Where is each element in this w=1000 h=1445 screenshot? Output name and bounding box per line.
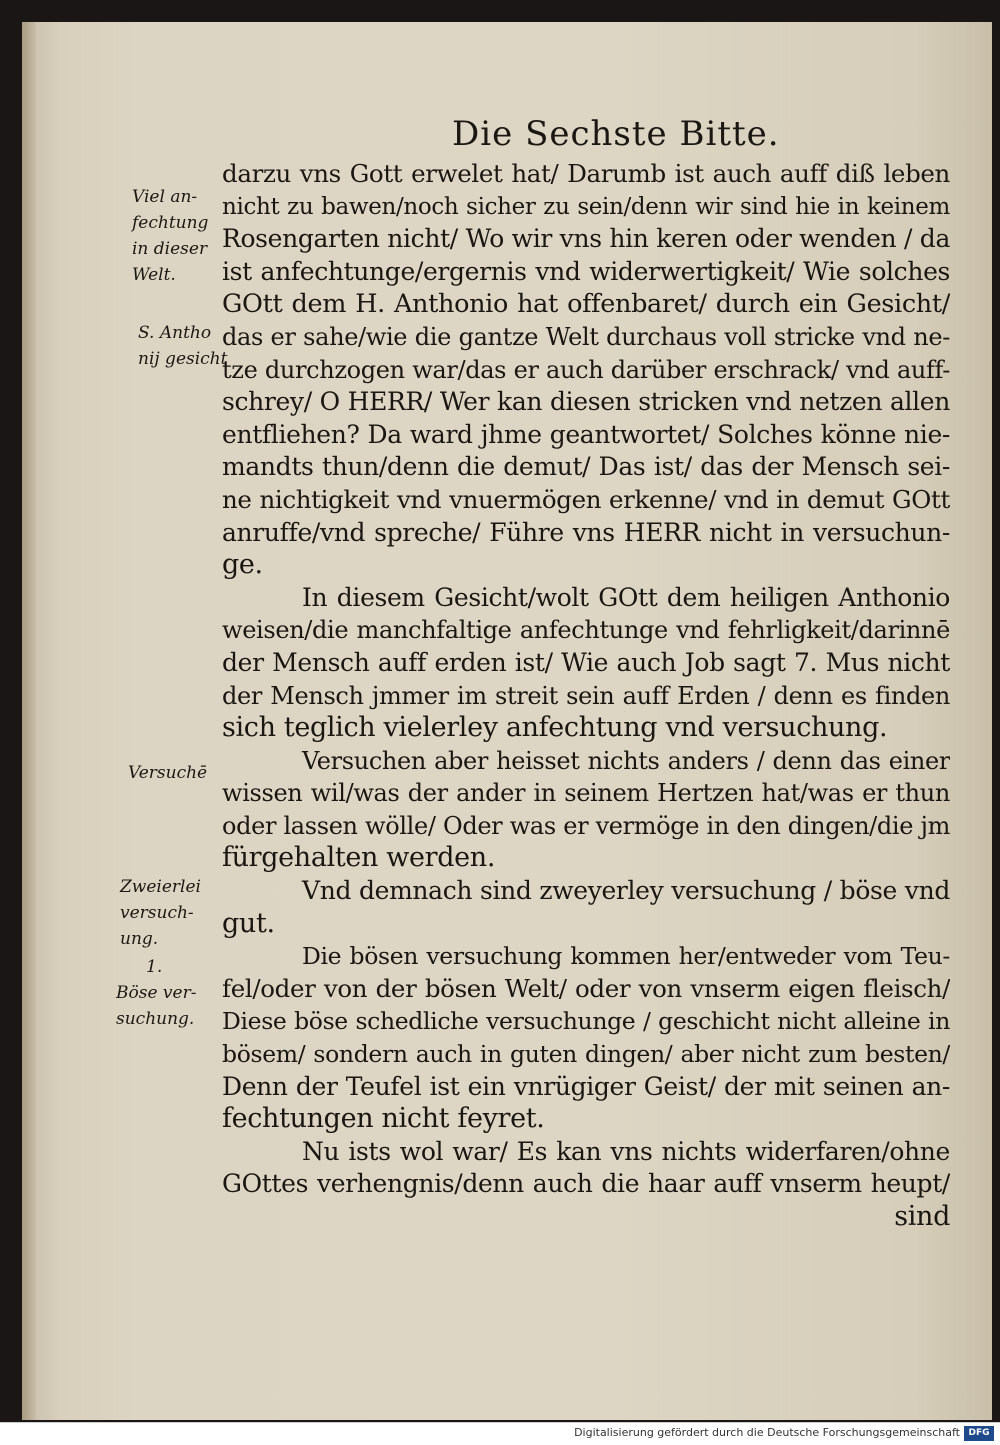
text-line: der Mensch jmmer im streit sein auff Erden / denn es finden: [222, 681, 950, 710]
text-line: oder lassen wölle/ Oder was er vermöge in den dingen/die jm: [222, 811, 950, 840]
text-line: sich teglich vielerley anfechtung vnd versuchung.: [222, 712, 888, 744]
text-line: ist anfechtunge/ergernis vnd widerwertigkeit/ Wie solches: [222, 256, 950, 286]
text-line: GOtt dem H. Anthonio hat offenbaret/ durch ein Gesicht/: [222, 289, 950, 320]
text-line: mandts thun/denn die demut/ Das ist/ das der Mensch sei-: [222, 452, 950, 482]
text-line: fürgehalten werden.: [222, 842, 496, 874]
text-line: tze durchzogen war/das er auch darüber erschrack/ vnd auff-: [222, 355, 950, 384]
text-line: Diese böse schedliche versuchunge / geschicht nicht alleine in: [222, 1007, 950, 1036]
text-line: ne nichtigkeit vnd vnuermögen erkenne/ vnd in demut GOtt: [222, 484, 950, 514]
text-line: darzu vns Gott erwelet hat/ Darumb ist auch auff diß leben: [222, 159, 950, 188]
text-line: bösem/ sondern auch in guten dingen/ aber nicht zum besten/: [222, 1040, 950, 1069]
footer-credit: Digitalisierung gefördert durch die Deutsche Forschungsgemeinschaft: [574, 1426, 960, 1439]
text-line: schrey/ O HERR/ Wer kan diesen stricken vnd netzen allen: [222, 387, 950, 417]
footer-bar: [0, 1422, 1000, 1445]
body-text: [222, 158, 950, 1234]
text-line: ge.: [222, 549, 263, 581]
text-line: der Mensch auff erden ist/ Wie auch Job sagt 7. Mus nicht: [222, 647, 950, 677]
text-line: Die bösen versuchung kommen her/entweder vom Teu-: [302, 942, 950, 971]
book-page: [22, 22, 992, 1420]
dfg-logo-icon: DFG: [964, 1426, 994, 1441]
catchword: sind: [894, 1201, 950, 1232]
margin-note-viel-anfechtung: Viel an- fechtung in dieser Welt.: [132, 187, 209, 285]
text-line: weisen/die manchfaltige anfechtunge vnd fehrligkeit/darinnē: [222, 616, 950, 645]
margin-note-zweierlei: Zweierlei versuch- ung.: [120, 877, 201, 949]
text-line: Versuchen aber heisset nichts anders / denn das einer: [302, 746, 950, 775]
text-line: GOttes verhengnis/denn auch die haar auff vnserm heupt/: [222, 1169, 950, 1199]
text-line: das er sahe/wie die gantze Welt durchaus voll stricke vnd ne-: [222, 322, 950, 351]
text-line: In diesem Gesicht/wolt GOtt dem heiligen Anthonio: [302, 582, 950, 612]
page-gutter-shadow: [22, 22, 36, 1420]
text-line: entfliehen? Da ward jhme geantwortet/ Solches könne nie-: [222, 419, 950, 449]
text-line: anruffe/vnd spreche/ Führe vns HERR nicht in versuchun-: [222, 517, 950, 547]
running-title: Die Sechste Bitte.: [452, 114, 780, 154]
margin-note-boese-versuchung: 1. Böse ver- suchung.: [116, 957, 197, 1029]
text-line: wissen wil/was der ander in seinem Hertzen hat/was er thun: [222, 779, 950, 808]
margin-note-anthonii-gesicht: S. Antho nij gesicht: [138, 323, 228, 369]
text-line: Vnd demnach sind zweyerley versuchung / böse vnd: [302, 876, 950, 906]
text-line: fechtungen nicht feyret.: [222, 1103, 545, 1135]
text-line: Nu ists wol war/ Es kan vns nichts widerfaren/ohne: [302, 1136, 950, 1166]
text-line: nicht zu bawen/noch sicher zu sein/denn wir sind hie in keinem: [222, 193, 950, 220]
text-line: Rosengarten nicht/ Wo wir vns hin keren oder wenden / da: [222, 224, 950, 254]
text-line: gut.: [222, 907, 275, 939]
text-line: fel/oder von der bösen Welt/ oder von vnserm eigen fleisch/: [222, 973, 950, 1003]
margin-note-versuchen: Versuchē: [128, 763, 208, 783]
text-line: Denn der Teufel ist ein vnrügiger Geist/ der mit seinen an-: [222, 1071, 950, 1101]
